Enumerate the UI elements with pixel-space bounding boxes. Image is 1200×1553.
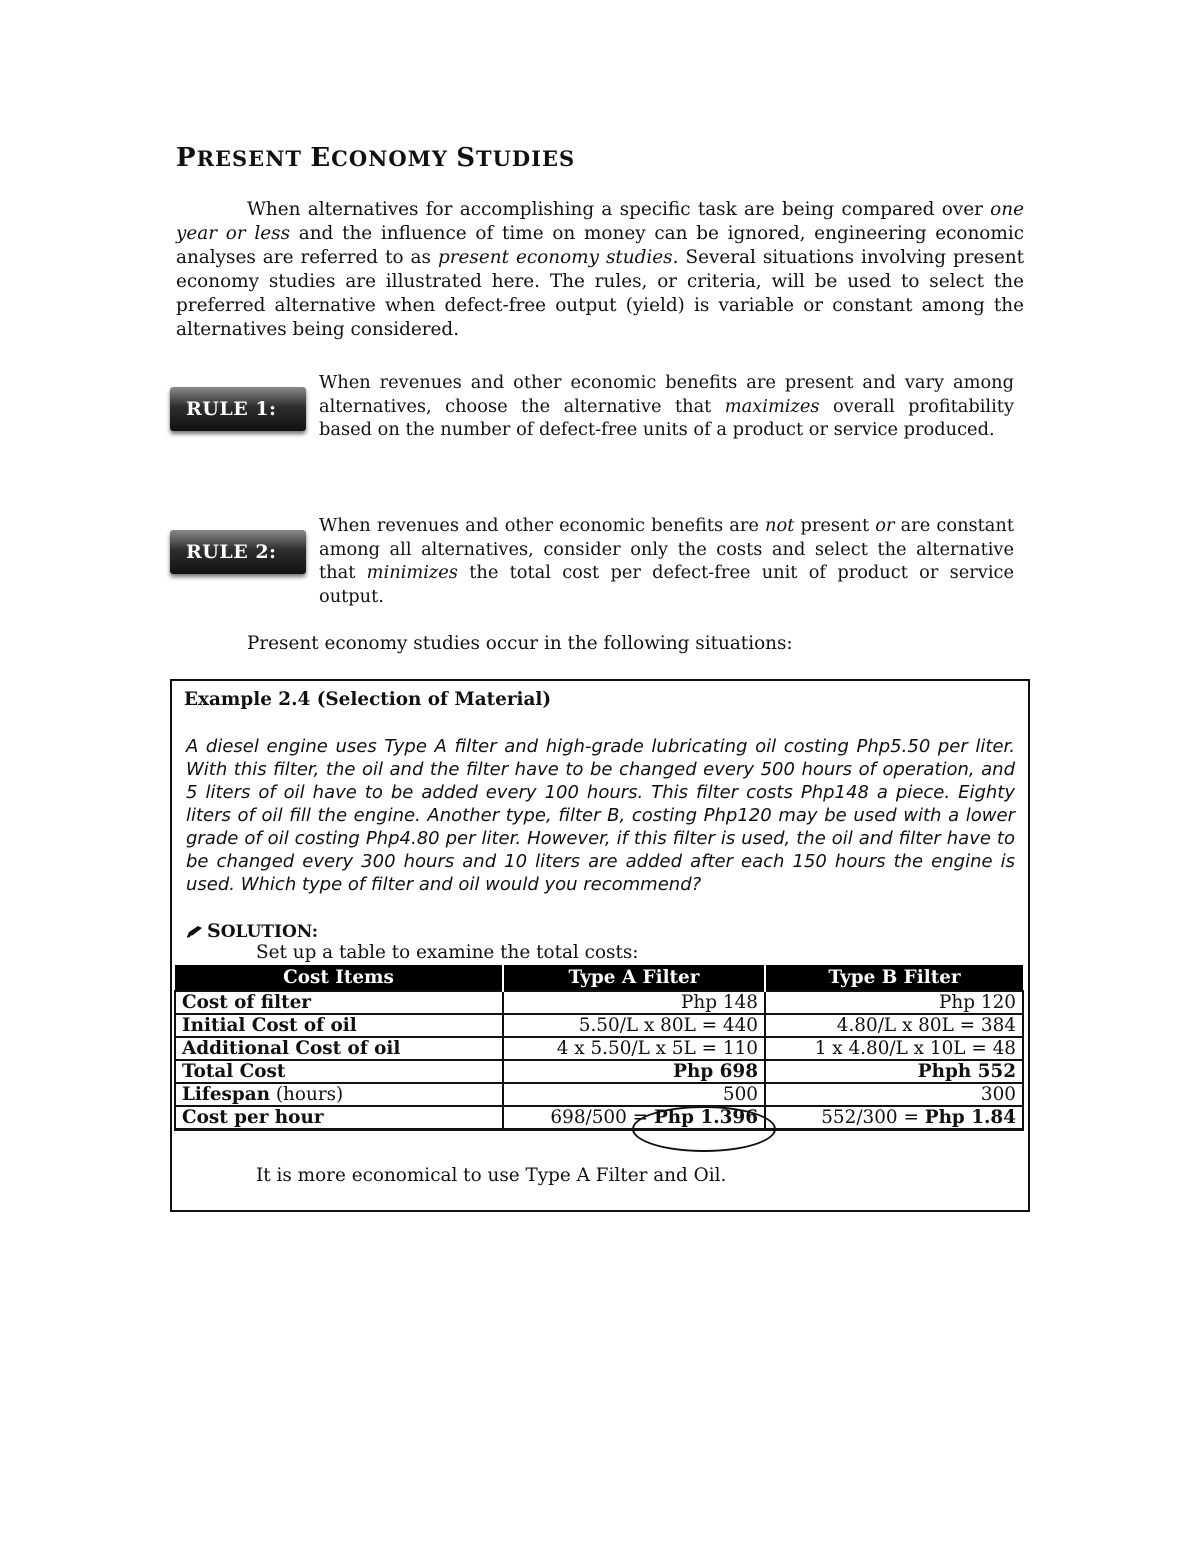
row-type-a: 4 x 5.50/L x 5L = 110 — [503, 1037, 765, 1060]
example-problem: A diesel engine uses Type A filter and high-grade lubricating oil costing Php5.50 per liter. With this filter, the oil and the filter have to be changed every 500 hours of operation, and 5 liters of oil have to be added every 100 hours. This filter costs Php148 a piece. Eighty liters of oil fill the engine. Another type, filter B, costing Php120 may be used with a lower grade of oil costing Php4.80 per liter. However, if this filter is used, the oil and filter have to be changed every 300 hours and 10 liters are added after each 150 hours the engine is used. Which type of filter and oil would you recommend? — [186, 736, 1015, 895]
rule-2-italic-2: or — [875, 515, 895, 536]
rule-1-text-2: overall profitability based on the number of defect-free units of a product or service produced. — [319, 395, 1014, 440]
title-initial-1: P — [176, 143, 197, 173]
title-initial-2: E — [310, 143, 332, 173]
solution-rest: OLUTION: — [220, 922, 319, 942]
rule-2-italic-1: not — [765, 515, 795, 536]
rule-2-text-3: are constant among all alternatives, consider only the costs and select the alternative that — [319, 515, 1014, 583]
row-item-bold: Lifespan — [182, 1084, 271, 1105]
row-type-b: 4.80/L x 80L = 384 — [765, 1014, 1023, 1037]
row-item: Initial Cost of oil — [175, 1014, 503, 1037]
table-row — [175, 991, 1023, 1014]
header-type-b: Type B Filter — [765, 965, 1023, 991]
row-type-a: 500 — [503, 1083, 765, 1106]
intro-text-3: . Several situations involving present economy studies are illustrated here. The rules, or criteria, will be used to select the preferred alternative when defect-free output (yield) is variable or constant among the alternatives being considered. — [176, 247, 1025, 340]
intro-text-2: and the influence of time on money can be ignored, engineering economic analyses are referred to as — [176, 223, 1024, 268]
table-row — [175, 1060, 1023, 1083]
rule-1-text-1: When revenues and other economic benefits are present and vary among alternatives, choose the alternative that — [319, 372, 1014, 417]
solution-heading — [186, 920, 318, 942]
conclusion-text: It is more economical to use Type A Filter and Oil. — [256, 1165, 727, 1186]
header-type-a: Type A Filter — [503, 965, 765, 991]
table-row — [175, 1106, 1023, 1130]
row-type-a: 5.50/L x 80L = 440 — [503, 1014, 765, 1037]
example-title: Example 2.4 (Selection of Material) — [184, 689, 552, 710]
table-header-row — [175, 965, 1023, 991]
rule-2-text — [319, 514, 1014, 608]
intro-italic-2: present economy studies — [437, 247, 673, 268]
row-item-unit: (hours) — [270, 1084, 344, 1105]
rule-1-badge: RULE 1: — [170, 387, 306, 431]
rule-1-italic: maximizes — [724, 395, 820, 417]
title-part-3: TUDIES — [475, 146, 576, 171]
rule-2-italic-3: minimizes — [366, 562, 458, 583]
title-part-2: CONOMY — [331, 146, 457, 171]
row-type-a-formula: 698/500 = — [550, 1107, 654, 1128]
rule-2-text-4: the total cost per defect-free unit of product or service output. — [319, 562, 1014, 607]
row-item — [175, 1083, 503, 1106]
row-type-b: 300 — [765, 1083, 1023, 1106]
solution-initial: S — [207, 920, 221, 942]
rule-1-text — [319, 371, 1014, 442]
row-type-b-result: Php 1.84 — [924, 1107, 1016, 1128]
row-type-a-result: Php 1.396 — [653, 1107, 758, 1128]
title-part-1: RESENT — [196, 146, 311, 171]
row-item: Additional Cost of oil — [175, 1037, 503, 1060]
row-item: Cost per hour — [175, 1106, 503, 1130]
intro-italic-1: one year or less — [176, 199, 1024, 244]
row-type-a: Php 148 — [503, 991, 765, 1014]
row-item: Cost of filter — [175, 991, 503, 1014]
rule-2-badge: RULE 2: — [170, 530, 306, 574]
page-title — [176, 143, 575, 173]
row-type-b — [765, 1106, 1023, 1130]
setup-text: Set up a table to examine the total costs: — [256, 942, 639, 963]
row-type-a: Php 698 — [503, 1060, 765, 1083]
pencil-hand-icon — [186, 925, 204, 939]
cost-table — [174, 965, 1024, 1131]
row-type-b: 1 x 4.80/L x 10L = 48 — [765, 1037, 1023, 1060]
row-type-a — [503, 1106, 765, 1130]
row-type-b: Phph 552 — [765, 1060, 1023, 1083]
intro-paragraph — [176, 198, 1024, 342]
title-initial-3: S — [456, 143, 476, 173]
intro-text-1: When alternatives for accomplishing a specific task are being compared over — [247, 199, 983, 220]
table-row — [175, 1014, 1023, 1037]
row-type-b: Php 120 — [765, 991, 1023, 1014]
table-row — [175, 1083, 1023, 1106]
row-type-b-formula: 552/300 = — [821, 1107, 925, 1128]
table-row — [175, 1037, 1023, 1060]
rule-2-text-1: When revenues and other economic benefits are — [319, 515, 766, 536]
header-cost-items: Cost Items — [175, 965, 503, 991]
rule-2-text-2: present — [794, 515, 876, 536]
row-item: Total Cost — [175, 1060, 503, 1083]
situations-text: Present economy studies occur in the following situations: — [247, 633, 793, 654]
